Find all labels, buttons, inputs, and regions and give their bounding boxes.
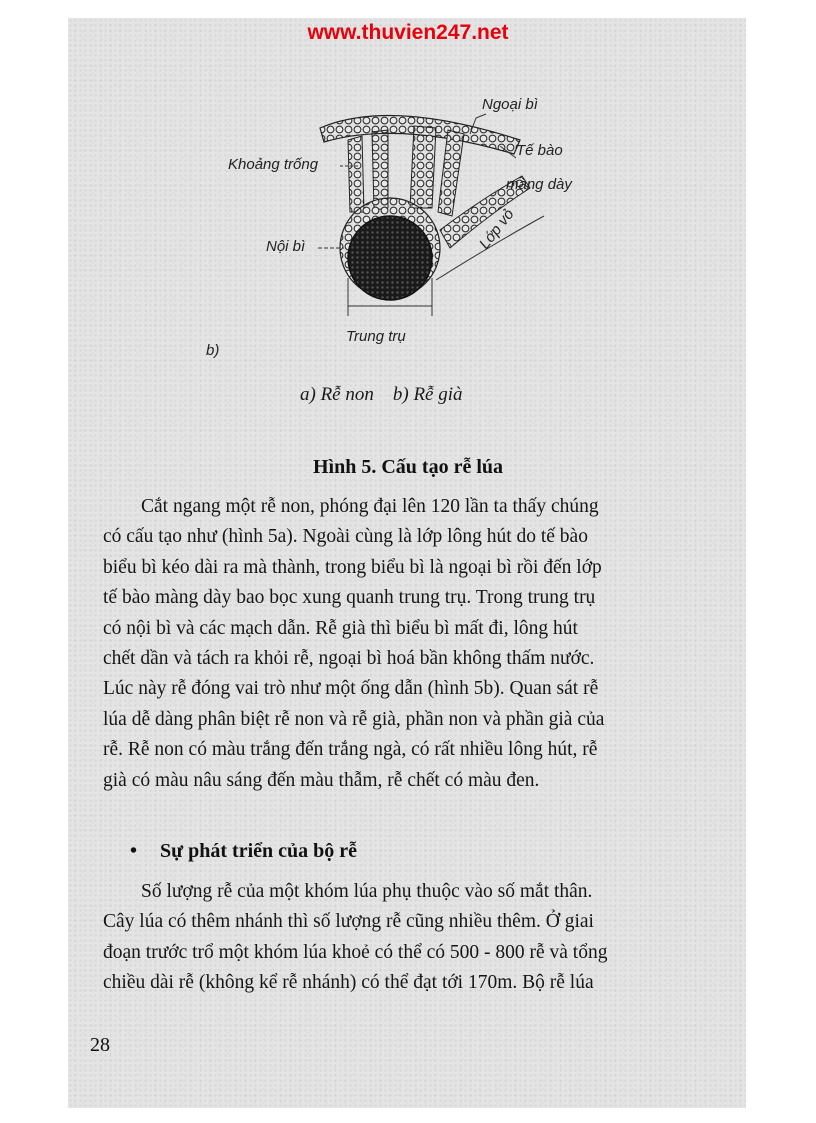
label-ngoai-bi: Ngoại bì	[482, 96, 538, 113]
cortex-column	[348, 136, 364, 212]
stele	[348, 216, 432, 300]
cortex-column	[438, 130, 464, 216]
paragraph-2	[103, 877, 707, 999]
paragraph-1	[103, 492, 707, 796]
label-panel-b: b)	[206, 342, 220, 359]
text-line: Số lượng rễ của một khóm lúa phụ thuộc vào số mắt thân.	[141, 881, 593, 902]
watermark-link[interactable]: www.thuvien247.net	[307, 21, 509, 44]
text-line: chiều dài rễ (không kể rễ nhánh) có thể đạt tới 170m. Bộ rễ lúa	[103, 972, 594, 994]
text-line: Lúc này rễ đóng vai trò như một ống dẫn (hình 5b). Quan sát rễ	[103, 678, 599, 700]
section-heading-text: Sự phát triển của bộ rễ	[160, 840, 358, 862]
figure-subcaption: a) Rễ non b) Rễ già	[300, 384, 463, 405]
section-heading	[130, 840, 357, 863]
text-line: già có màu nâu sáng đến màu thẫm, rễ chết có màu đen.	[103, 769, 540, 791]
text-line: biểu bì kéo dài ra mà thành, trong biểu bì là ngoại bì rồi đến lớp	[103, 556, 602, 578]
text-line: tế bào màng dày bao bọc xung quanh trung trụ. Trong trung trụ	[103, 587, 596, 609]
label-noi-bi: Nội bì	[266, 238, 306, 255]
text-line: có nội bì và các mạch dẫn. Rễ già thì biểu bì mất đi, lông hút	[103, 617, 578, 639]
text-line: rễ. Rễ non có màu trắng đến trắng ngà, có rất nhiều lông hút, rễ	[103, 739, 598, 761]
text-line: có cấu tạo như (hình 5a). Ngoài cùng là lớp lông hút do tế bào	[103, 526, 588, 548]
label-khoang-trong: Khoảng trống	[228, 156, 319, 173]
text-line: lúa dễ dàng phân biệt rễ non và rễ già, phần non và phần già của	[103, 708, 605, 730]
page-number: 28	[90, 1034, 110, 1056]
cortex-column	[410, 126, 436, 208]
text-line: Cây lúa có thêm nhánh thì số lượng rễ cũng nhiều thêm. Ở giai	[103, 911, 594, 933]
text-line: đoạn trước trổ một khóm lúa khoẻ có thể có 500 - 800 rễ và tổng	[103, 941, 608, 963]
bullet-icon: •	[130, 840, 138, 862]
label-mang-day: màng dày	[506, 176, 572, 193]
root-cross-section-figure	[200, 80, 572, 380]
text-line: chết dần và tách ra khỏi rễ, ngoại bì hoá bần không thấm nước.	[103, 648, 595, 670]
figure-title: Hình 5. Cấu tạo rễ lúa	[312, 456, 504, 478]
label-lop-vo: Lớp vỏ	[476, 205, 518, 253]
text-line: Cắt ngang một rễ non, phóng đại lên 120 lần ta thấy chúng	[141, 496, 599, 517]
label-trung-tru: Trung trụ	[346, 328, 406, 345]
label-te-bao: Tế bào	[516, 142, 563, 159]
